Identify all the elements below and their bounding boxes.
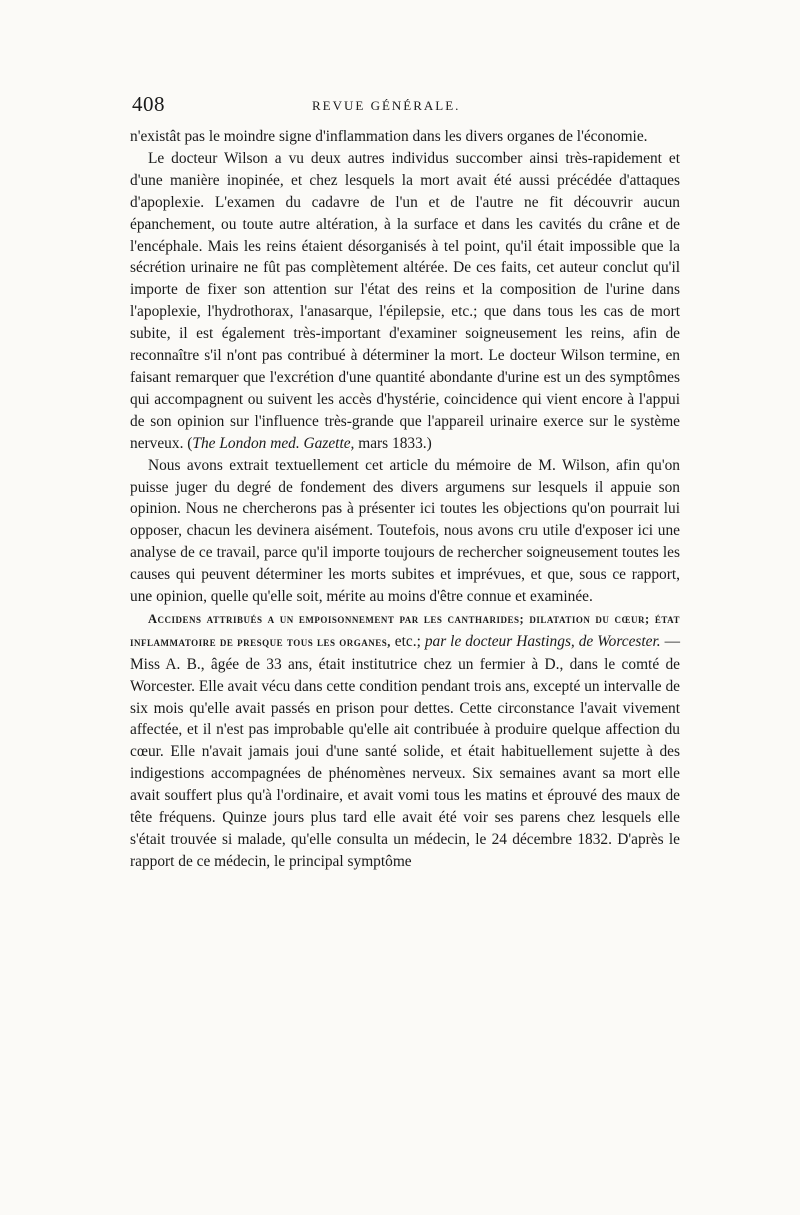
paragraph-commentary: Nous avons extrait textuellement cet article du mémoire de M. Wilson, afin qu'on puisse juger du degré de fondement des divers argumens sur lesquels il appuie son opinion. Nous ne chercherons pas à présenter ici toutes les objections qu'on pourrait lui opposer, chacun les devinera aisément. Toutefois, nous avons cru utile d'exposer ici une analyse de ce travail, parce qu'il importe toujours de rechercher soigneusement toutes les causes qui peuvent déterminer les morts subites et imprévues, et que, sous ce rapport, une opinion, quelle qu'elle soit, mérite au moins d'être connue et examinée. [130,456,680,606]
section-author: par le docteur Hastings, de Worcester. [424,632,661,650]
section-title-tail: etc.; [390,632,425,650]
paragraph-wilson [130,148,680,455]
page-header [132,92,680,120]
running-title: REVUE GÉNÉRALE. [312,98,461,113]
paragraph-hastings [130,608,680,873]
page-body [130,126,680,873]
citation-date: mars 1833.) [354,434,432,452]
paragraph-continuation: n'existât pas le moindre signe d'inflammation dans les divers organes de l'économie. [130,128,648,145]
section-title: Accidens attribués a un empoisonnement par les cantharides; dilatation du cœur; état inflammatoire de presque tous les organes, [130,611,680,649]
page-number: 408 [132,92,165,116]
paragraph-text: — Miss A. B., âgée de 33 ans, était institutrice chez un fermier à D., dans le comté de Worcester. Elle avait vécu dans cette condition pendant trois ans, excepté un intervalle de six mois qu'elle avait passés en prison pour dettes. Cette circonstance l'avait vivement affectée, et il n'est pas improbable qu'elle ait contribuée à produire quelque affection du cœur. Elle n'avait jamais joui d'une santé solide, et était habituellement sujette à des indigestions accompagnées de phénomènes nerveux. Six semaines avant sa mort elle avait souffert plus qu'à l'ordinaire, et avait vomi tous les matins et éprouvé des maux de tête fréquens. Quinze jours plus tard elle avait été voir ses parens chez lesquels elle s'était trouvée si malade, qu'elle consulta un médecin, le 24 décembre 1832. D'après le rapport de ce médecin, le principal symptôme [130,632,680,870]
paragraph-text: Le docteur Wilson a vu deux autres individus succomber ainsi très-rapidement et d'une manière inopinée, et chez lesquels la mort avait été aussi précédée d'attaques d'apoplexie. L'examen du cadavre de l'un et de l'autre ne fit découvrir aucun épanchement, ou toute autre altération, à la surface et dans les cavités du crâne et de l'encéphale. Mais les reins étaient désorganisés à tel point, qu'il était impossible que la sécrétion urinaire ne fût pas complètement altérée. De ces faits, cet auteur conclut qu'il importe de fixer son attention sur l'état des reins et la composition de l'urine dans l'apoplexie, l'hydrothorax, l'anasarque, l'épilepsie, etc.; que dans tous les cas de mort subite, il est également très-important d'examiner soigneusement les reins, afin de reconnaître s'il n'ont pas contribué à déterminer la mort. Le docteur Wilson termine, en faisant remarquer que l'excrétion d'une quantité abondante d'urine est un des symptômes qui accompagnent ou suivent les accès d'hystérie, coincidence qui vient encore à l'appui de son opinion sur l'influence très-grande que l'appareil urinaire exerce sur le système nerveux. ( [130,149,680,452]
citation-title: The London med. Gazette, [192,434,355,452]
